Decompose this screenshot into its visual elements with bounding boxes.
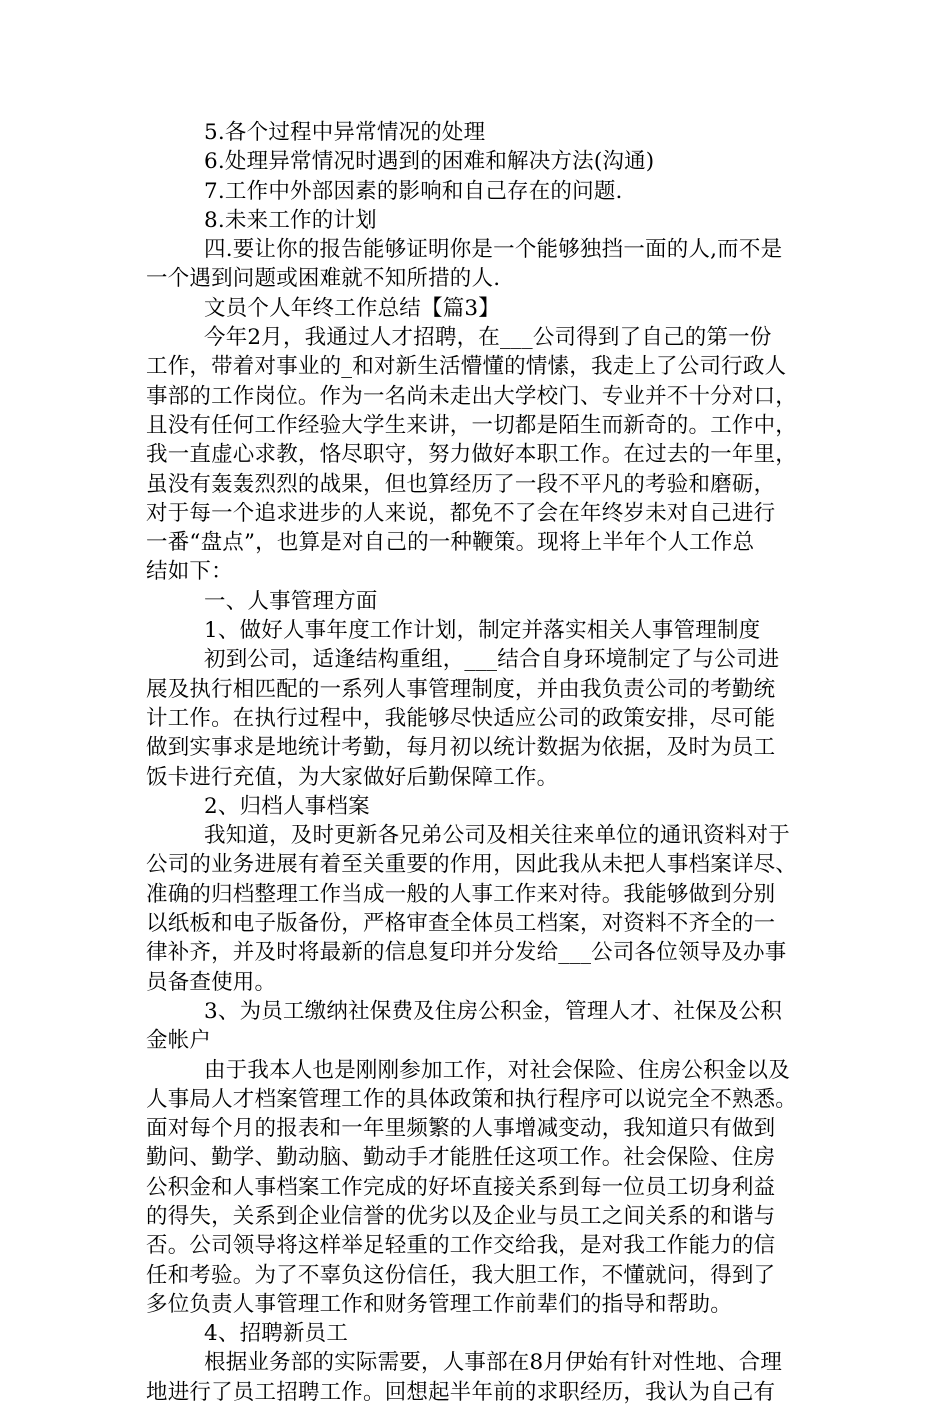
text-line: 准确的归档整理工作当成一般的人事工作来对待。我能够做到分别 [146, 881, 776, 907]
text-line: 事部的工作岗位。作为一名尚未走出大学校门、专业并不十分对口， [146, 383, 798, 409]
text-line: 8.未来工作的计划 [204, 207, 377, 233]
text-line: 6.处理异常情况时遇到的困难和解决方法(沟通) [204, 149, 655, 175]
text-line: 做到实事求是地统计考勤，每月初以统计数据为依据，及时为员工 [146, 735, 776, 761]
text-line: 我知道，及时更新各兄弟公司及相关往来单位的通讯资料对于 [204, 823, 790, 849]
text-line: 根据业务部的实际需要，人事部在8月伊始有针对性地、合理 [204, 1350, 783, 1376]
text-line: 初到公司，适逢结构重组，___结合自身环境制定了与公司进 [204, 647, 780, 673]
text-line: 4、招聘新员工 [204, 1321, 349, 1347]
text-line: 地进行了员工招聘工作。回想起半年前的求职经历，我认为自己有 [146, 1379, 776, 1405]
text-line: 虽没有轰轰烈烈的战果，但也算经历了一段不平凡的考验和磨砺， [146, 471, 776, 497]
text-line: 人事局人才档案管理工作的具体政策和执行程序可以说完全不熟悉。 [146, 1086, 798, 1112]
text-line: 我一直虚心求教，恪尽职守，努力做好本职工作。在过去的一年里， [146, 442, 798, 468]
text-line: 工作，带着对事业的_和对新生活懵懂的情愫，我走上了公司行政人 [146, 354, 787, 380]
text-line: 否。公司领导将这样举足轻重的工作交给我，是对我工作能力的信 [146, 1233, 776, 1259]
text-line: 一番“盘点”，也算是对自己的一种鞭策。现将上半年个人工作总 [146, 530, 755, 556]
text-line: 的得失，关系到企业信誉的优劣以及企业与员工之间关系的和谐与 [146, 1203, 776, 1229]
text-line: 勤问、勤学、勤动脑、勤动手才能胜任这项工作。社会保险、住房 [146, 1145, 776, 1171]
text-line: 1、做好人事年度工作计划，制定并落实相关人事管理制度 [204, 618, 761, 644]
text-line: 一、人事管理方面 [204, 588, 378, 614]
text-line: 且没有任何工作经验大学生来讲，一切都是陌生而新奇的。工作中， [146, 412, 798, 438]
text-line: 任和考验。为了不辜负这份信任，我大胆工作，不懂就问，得到了 [146, 1262, 776, 1288]
text-line: 5.各个过程中异常情况的处理 [204, 120, 486, 145]
text-line: 今年2月，我通过人才招聘，在___公司得到了自己的第一份 [204, 325, 772, 351]
text-line: 对于每一个追求进步的人来说，都免不了会在年终岁未对自己进行 [146, 500, 776, 526]
text-line: 金帐户 [146, 1028, 212, 1054]
text-line: 一个遇到问题或困难就不知所措的人. [146, 266, 501, 292]
text-line: 员备查使用。 [146, 969, 277, 995]
text-line: 3、为员工缴纳社保费及住房公积金，管理人才、社保及公积 [204, 998, 783, 1024]
text-line: 展及执行相匹配的一系列人事管理制度，并由我负责公司的考勤统 [146, 676, 776, 702]
text-line: 由于我本人也是刚刚参加工作，对社会保险、住房公积金以及 [204, 1057, 790, 1083]
text-line: 四.要让你的报告能够证明你是一个能够独挡一面的人,而不是 [204, 237, 783, 263]
text-line: 律补齐，并及时将最新的信息复印并分发给___公司各位领导及办事 [146, 940, 787, 966]
text-line: 以纸板和电子版备份，严格审查全体员工档案，对资料不齐全的一 [146, 911, 776, 937]
text-line: 公司的业务进展有着至关重要的作用，因此我从未把人事档案详尽、 [146, 852, 798, 878]
text-line: 多位负责人事管理工作和财务管理工作前辈们的指导和帮助。 [146, 1291, 732, 1317]
text-line: 面对每个月的报表和一年里频繁的人事增减变动，我知道只有做到 [146, 1116, 776, 1142]
document-page [146, 118, 810, 1407]
text-line: 公积金和人事档案工作完成的好坏直接关系到每一位员工切身利益 [146, 1174, 776, 1200]
text-line: 结如下： [146, 559, 233, 585]
text-line: 饭卡进行充值，为大家做好后勤保障工作。 [146, 764, 559, 790]
text-line: 7.工作中外部因素的影响和自己存在的问题. [204, 178, 623, 204]
text-line: 文员个人年终工作总结【篇3】 [204, 295, 500, 321]
text-line: 计工作。在执行过程中，我能够尽快适应公司的政策安排，尽可能 [146, 705, 776, 731]
text-line: 2、归档人事档案 [204, 793, 370, 819]
